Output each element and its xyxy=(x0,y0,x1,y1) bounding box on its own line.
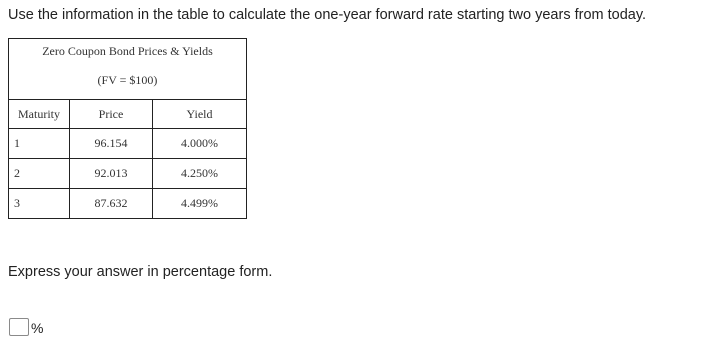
answer-input[interactable] xyxy=(9,318,29,336)
maturity-cell: 1 xyxy=(9,129,70,159)
yield-cell: 4.250% xyxy=(153,159,247,189)
table-row xyxy=(9,189,247,219)
bond-price-table xyxy=(8,38,247,219)
column-header-maturity: Maturity xyxy=(9,100,70,129)
maturity-cell: 3 xyxy=(9,189,70,219)
table-header-row xyxy=(9,100,247,129)
table-title: Zero Coupon Bond Prices & Yields xyxy=(42,44,213,58)
maturity-cell: 2 xyxy=(9,159,70,189)
table-row xyxy=(9,129,247,159)
price-cell: 92.013 xyxy=(70,159,153,189)
percent-unit-label: % xyxy=(31,320,44,336)
table-caption-row xyxy=(9,39,247,100)
instruction-text: Express your answer in percentage form. xyxy=(8,264,273,280)
column-header-price: Price xyxy=(70,100,153,129)
table-subtitle: (FV = $100) xyxy=(97,73,158,87)
column-header-yield: Yield xyxy=(153,100,247,129)
question-text: Use the information in the table to calculate the one-year forward rate starting two years from today. xyxy=(8,7,647,23)
yield-cell: 4.499% xyxy=(153,189,247,219)
table-caption xyxy=(9,39,247,100)
answer-row xyxy=(9,318,43,336)
price-cell: 96.154 xyxy=(70,129,153,159)
price-cell: 87.632 xyxy=(70,189,153,219)
yield-cell: 4.000% xyxy=(153,129,247,159)
table-row xyxy=(9,159,247,189)
